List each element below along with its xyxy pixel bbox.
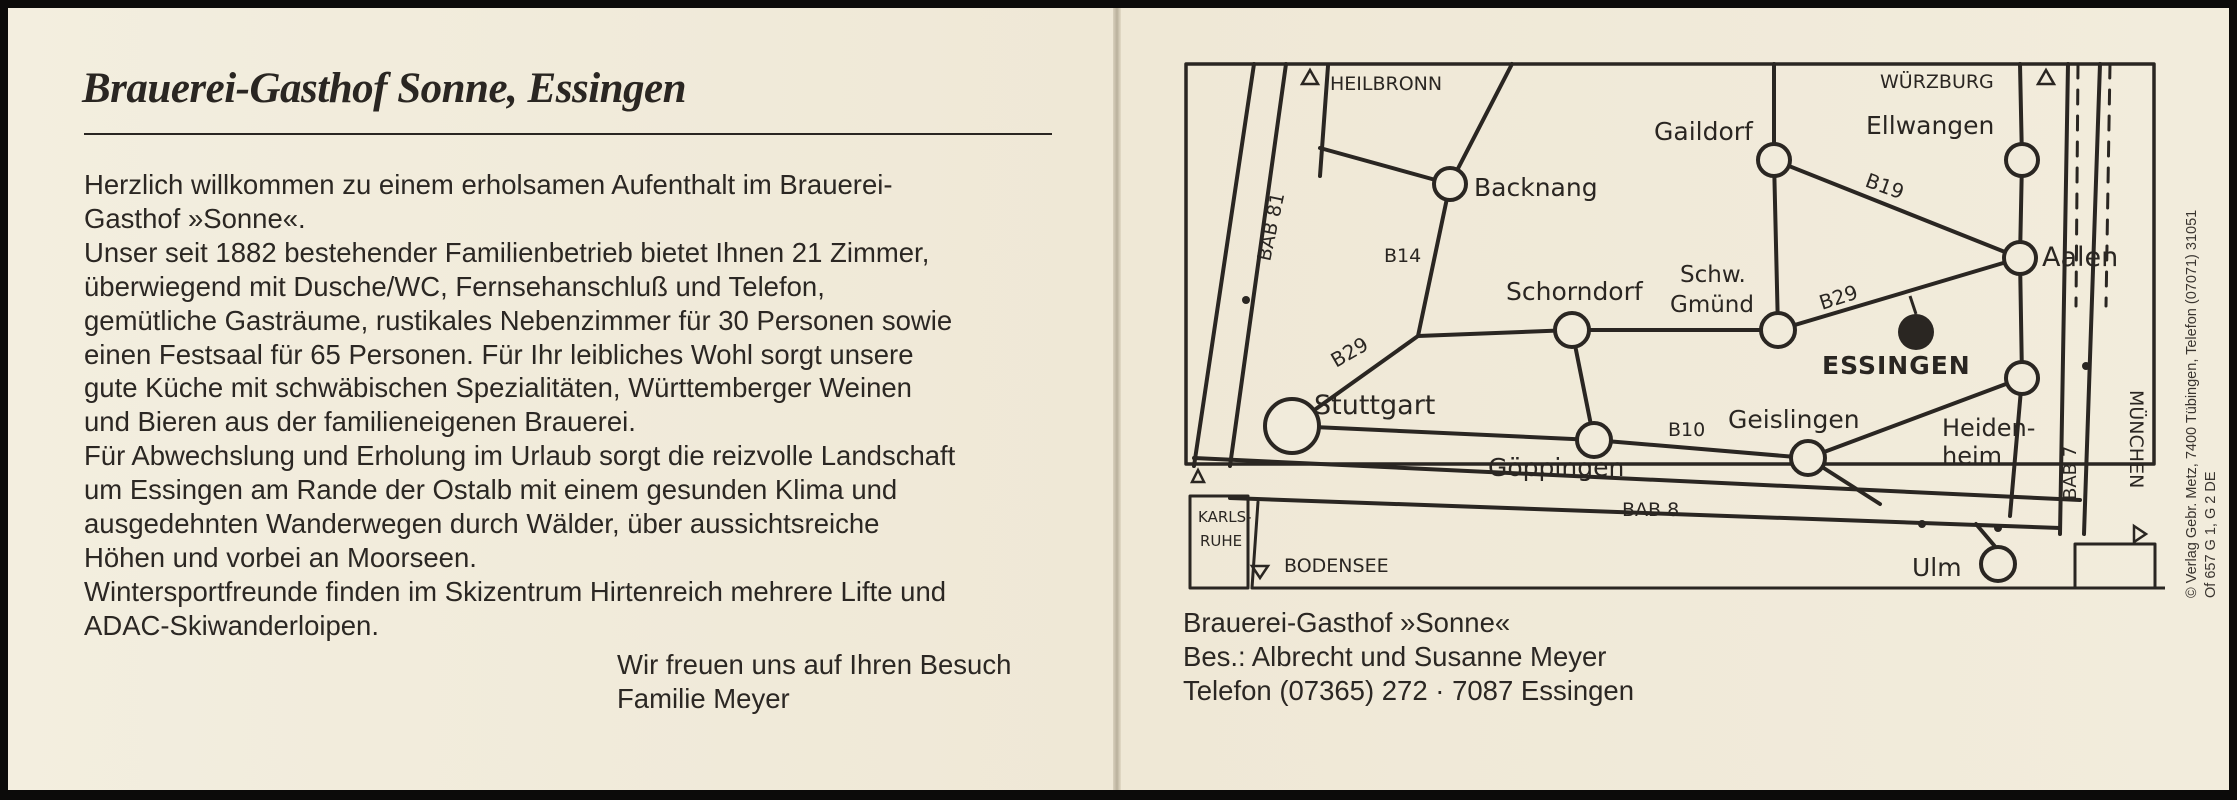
label-schw-gmuend-1: Schw. bbox=[1680, 262, 1746, 288]
label-goeppingen: Göppingen bbox=[1488, 453, 1625, 482]
muenchen-box bbox=[2075, 544, 2155, 588]
label-essingen: ESSINGEN bbox=[1822, 351, 1971, 380]
b19-road bbox=[1774, 64, 2020, 258]
body-line: ADAC-Skiwanderloipen. bbox=[84, 609, 379, 641]
town-marker-aalen bbox=[2004, 242, 2036, 274]
page-title: Brauerei-Gasthof Sonne, Essingen bbox=[82, 65, 687, 112]
body-line: Wintersportfreunde finden im Skizentrum Hirtenreich mehrere Lifte und bbox=[84, 575, 947, 607]
label-schw-gmuend-2: Gmünd bbox=[1670, 292, 1754, 318]
body-line: Unser seit 1882 bestehender Familienbetrieb bietet Ihnen 21 Zimmer, bbox=[84, 236, 930, 268]
heilbronn-arrow-icon bbox=[1302, 70, 1318, 84]
label-bab81: BAB 81 bbox=[1253, 190, 1290, 264]
town-marker-geislingen bbox=[1791, 441, 1825, 475]
imprint-code: Of 657 G 1, G 2 DE bbox=[2203, 471, 2219, 598]
label-b29-right: B29 bbox=[1816, 279, 1861, 315]
body-line: um Essingen am Rande der Ostalb mit einem gesunden Klima und bbox=[84, 474, 898, 506]
closing-signature bbox=[617, 648, 1011, 716]
title-rule bbox=[84, 133, 1052, 135]
town-marker-stuttgart bbox=[1265, 399, 1319, 453]
label-wuerzburg: WÜRZBURG bbox=[1880, 71, 1994, 93]
town-marker-goeppingen bbox=[1577, 423, 1611, 457]
body-line: einen Festsaal für 65 Personen. Für Ihr leibliches Wohl sorgt unsere bbox=[84, 338, 914, 370]
welcome-text bbox=[84, 168, 1074, 643]
label-muenchen: MÜNCHEN bbox=[2125, 390, 2147, 489]
publisher-imprint bbox=[2183, 210, 2221, 598]
contact-owners: Bes.: Albrecht und Susanne Meyer bbox=[1183, 641, 1607, 672]
label-karlsruhe-2: RUHE bbox=[1200, 532, 1243, 550]
town-marker-heidenheim bbox=[2006, 362, 2038, 394]
label-backnang: Backnang bbox=[1474, 173, 1598, 202]
karlsruhe-arrow-icon bbox=[1192, 470, 1204, 482]
label-b14: B14 bbox=[1384, 245, 1422, 267]
town-marker-schw-gmuend bbox=[1761, 313, 1795, 347]
gaildorf-aalen bbox=[1774, 160, 1778, 330]
label-aalen: Aalen bbox=[2042, 242, 2119, 273]
backnang-link bbox=[1320, 148, 1450, 184]
body-line: und Bieren aus der familieneigenen Brauerei. bbox=[84, 406, 636, 438]
label-b29-left: B29 bbox=[1326, 331, 1373, 373]
closing-family: Familie Meyer bbox=[617, 683, 790, 714]
label-karlsruhe-1: KARLS- bbox=[1198, 508, 1252, 526]
contact-block bbox=[1183, 606, 1634, 708]
label-gaildorf: Gaildorf bbox=[1654, 117, 1753, 146]
wuerzburg-arrow-icon bbox=[2038, 70, 2054, 84]
label-heidenheim-1: Heiden- bbox=[1942, 414, 2036, 442]
imprint-line: © Verlag Gebr. Metz, 7400 Tübingen, Telefon (07071) 31051 bbox=[2184, 209, 2200, 598]
label-bab8: BAB 8 bbox=[1622, 499, 1680, 521]
route-map bbox=[1180, 56, 2165, 592]
town-marker-ellwangen bbox=[2006, 144, 2038, 176]
label-ulm: Ulm bbox=[1912, 553, 1962, 582]
label-ellwangen: Ellwangen bbox=[1866, 111, 1995, 140]
body-line: Höhen und vorbei an Moorseen. bbox=[84, 541, 477, 573]
essingen-marker-icon bbox=[1898, 314, 1934, 350]
body-line: überwiegend mit Dusche/WC, Fernsehanschluß und Telefon, bbox=[84, 270, 825, 302]
ellwangen-road bbox=[2020, 64, 2022, 378]
contact-name: Brauerei-Gasthof »Sonne« bbox=[1183, 607, 1511, 638]
label-b19: B19 bbox=[1862, 168, 1908, 205]
heilbronn-road bbox=[1320, 66, 1328, 176]
label-schorndorf: Schorndorf bbox=[1506, 277, 1643, 306]
body-line: gute Küche mit schwäbischen Spezialitäten, Württemberger Weinen bbox=[84, 372, 912, 404]
body-line: Für Abwechslung und Erholung im Urlaub sorgt die reizvolle Landschaft bbox=[84, 440, 956, 472]
label-stuttgart: Stuttgart bbox=[1314, 390, 1436, 421]
town-marker-ulm bbox=[1981, 547, 2015, 581]
label-bab7: BAB 7 bbox=[2060, 445, 2081, 500]
town-marker-backnang bbox=[1434, 168, 1466, 200]
body-line: Gasthof »Sonne«. bbox=[84, 202, 306, 234]
label-heilbronn: HEILBRONN bbox=[1330, 73, 1443, 95]
body-line: ausgedehnten Wanderwegen durch Wälder, über aussichtsreiche bbox=[84, 508, 880, 540]
label-b10: B10 bbox=[1668, 419, 1706, 441]
label-heidenheim-2: heim bbox=[1942, 442, 2003, 470]
label-geislingen: Geislingen bbox=[1728, 405, 1860, 434]
body-line: gemütliche Gasträume, rustikales Nebenzimmer für 30 Personen sowie bbox=[84, 304, 953, 336]
label-bodensee: BODENSEE bbox=[1284, 555, 1389, 577]
card-fold bbox=[1113, 8, 1121, 790]
town-marker-schorndorf bbox=[1555, 313, 1589, 347]
essingen-pointer bbox=[1910, 296, 1916, 314]
town-marker-gaildorf bbox=[1758, 144, 1790, 176]
muenchen-arrow-icon bbox=[2134, 526, 2146, 542]
body-line: Herzlich willkommen zu einem erholsamen Aufenthalt im Brauerei- bbox=[84, 169, 893, 200]
closing-greeting: Wir freuen uns auf Ihren Besuch bbox=[617, 649, 1012, 680]
contact-phone: Telefon (07365) 272 · 7087 Essingen bbox=[1183, 675, 1635, 706]
